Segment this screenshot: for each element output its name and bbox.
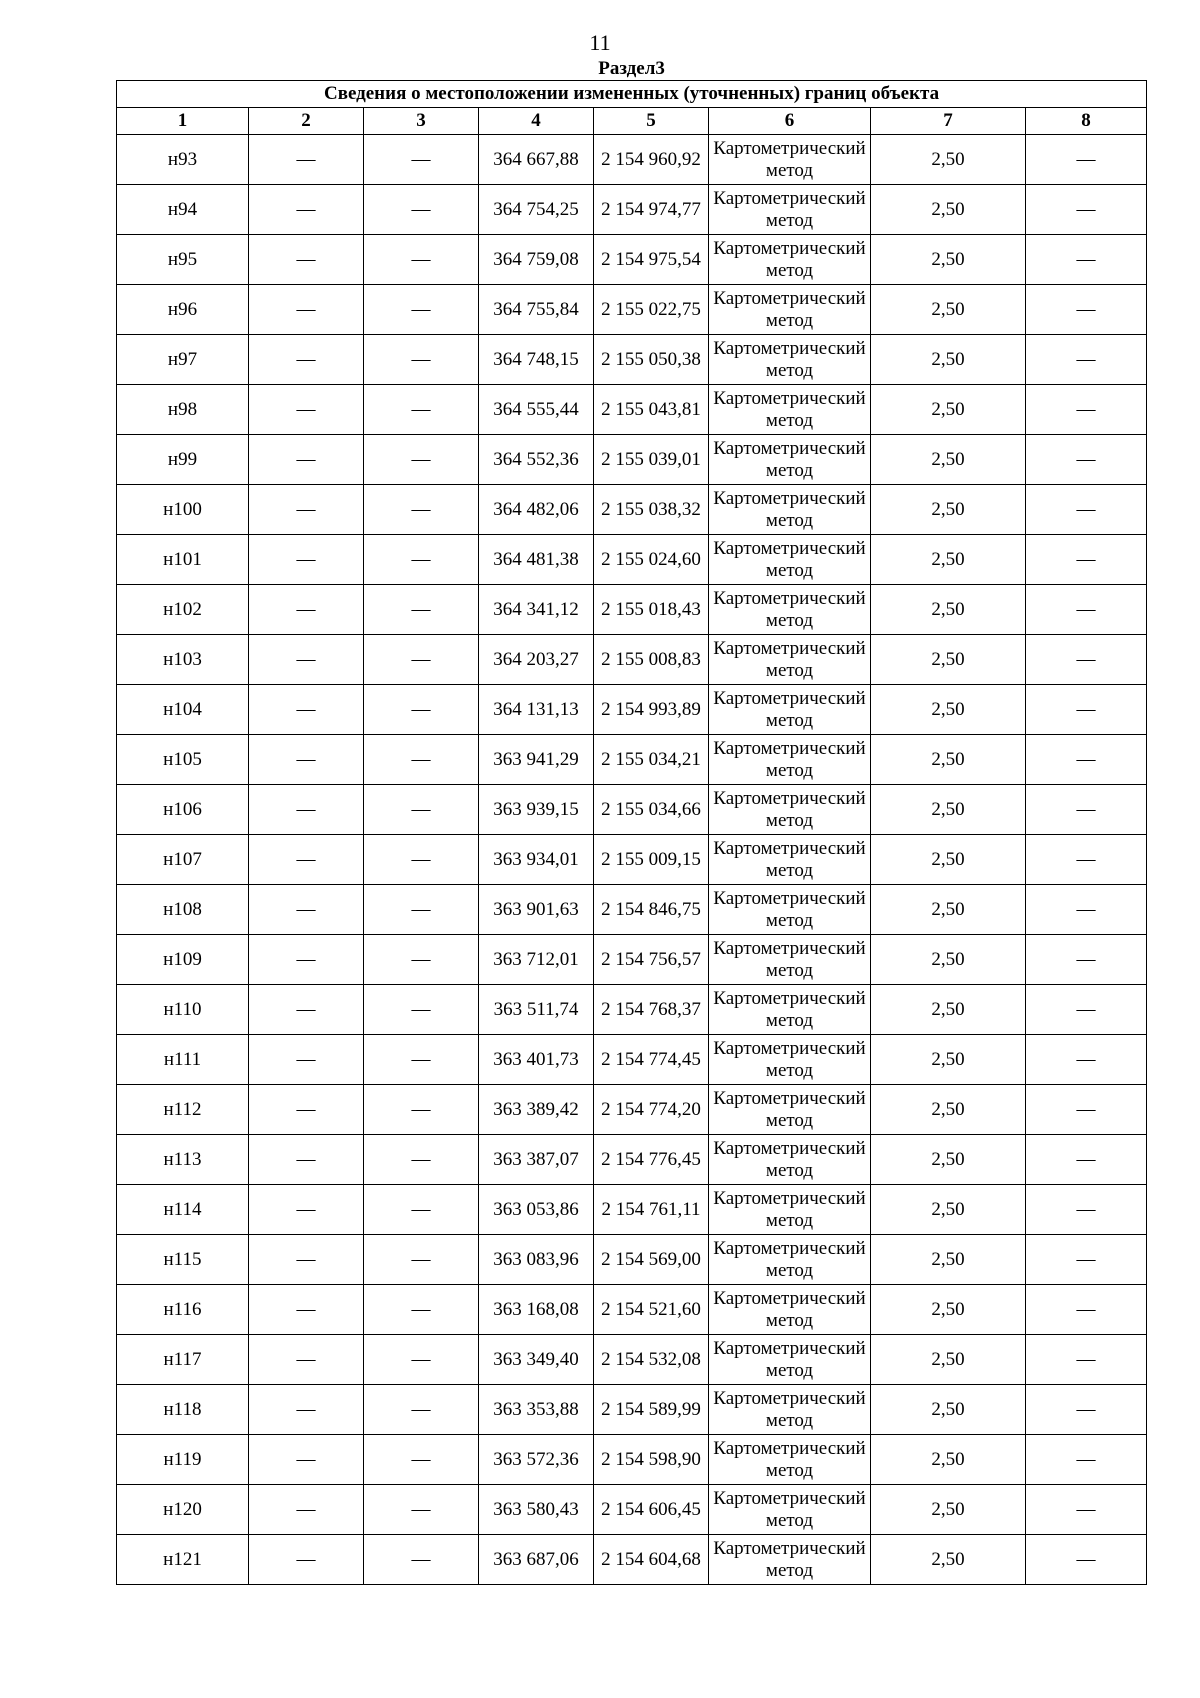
empty-value-cell: —: [249, 1535, 364, 1585]
table-row: [117, 1285, 1147, 1335]
empty-value-cell: —: [364, 785, 479, 835]
accuracy-cell: 2,50: [871, 1285, 1026, 1335]
accuracy-cell: 2,50: [871, 1435, 1026, 1485]
empty-value-cell: —: [1026, 685, 1147, 735]
empty-value-cell: —: [249, 235, 364, 285]
empty-value-cell: —: [249, 1435, 364, 1485]
empty-value-cell: —: [1026, 885, 1147, 935]
accuracy-cell: 2,50: [871, 885, 1026, 935]
point-name-cell: н96: [117, 285, 249, 335]
empty-value-cell: —: [364, 1535, 479, 1585]
method-cell: Картометрический метод: [709, 1485, 871, 1535]
empty-value-cell: —: [249, 535, 364, 585]
method-cell: Картометрический метод: [709, 835, 871, 885]
empty-value-cell: —: [364, 435, 479, 485]
table-row: [117, 535, 1147, 585]
coordinate-x-cell: 363 934,01: [479, 835, 594, 885]
method-cell: Картометрический метод: [709, 1235, 871, 1285]
method-cell: Картометрический метод: [709, 935, 871, 985]
table-row: [117, 835, 1147, 885]
method-cell: Картометрический метод: [709, 885, 871, 935]
accuracy-cell: 2,50: [871, 935, 1026, 985]
point-name-cell: н108: [117, 885, 249, 935]
empty-value-cell: —: [364, 385, 479, 435]
table-row: [117, 1335, 1147, 1385]
column-number-row: [117, 108, 1147, 135]
method-cell: Картометрический метод: [709, 185, 871, 235]
point-name-cell: н109: [117, 935, 249, 985]
coordinate-x-cell: 363 387,07: [479, 1135, 594, 1185]
point-name-cell: н114: [117, 1185, 249, 1235]
table-row: [117, 1535, 1147, 1585]
empty-value-cell: —: [249, 685, 364, 735]
empty-value-cell: —: [364, 535, 479, 585]
table-title-row: [117, 81, 1147, 108]
method-cell: Картометрический метод: [709, 335, 871, 385]
empty-value-cell: —: [1026, 285, 1147, 335]
empty-value-cell: —: [249, 935, 364, 985]
coordinate-y-cell: 2 154 776,45: [594, 1135, 709, 1185]
empty-value-cell: —: [364, 1185, 479, 1235]
accuracy-cell: 2,50: [871, 585, 1026, 635]
coordinate-y-cell: 2 154 756,57: [594, 935, 709, 985]
coordinate-y-cell: 2 155 009,15: [594, 835, 709, 885]
empty-value-cell: —: [249, 735, 364, 785]
coordinate-x-cell: 363 168,08: [479, 1285, 594, 1335]
coordinate-y-cell: 2 155 024,60: [594, 535, 709, 585]
point-name-cell: н121: [117, 1535, 249, 1585]
accuracy-cell: 2,50: [871, 485, 1026, 535]
empty-value-cell: —: [249, 1335, 364, 1385]
table-body: [117, 135, 1147, 1585]
empty-value-cell: —: [1026, 335, 1147, 385]
point-name-cell: н112: [117, 1085, 249, 1135]
empty-value-cell: —: [364, 985, 479, 1035]
coordinate-x-cell: 364 754,25: [479, 185, 594, 235]
accuracy-cell: 2,50: [871, 185, 1026, 235]
coordinate-x-cell: 364 748,15: [479, 335, 594, 385]
method-cell: Картометрический метод: [709, 135, 871, 185]
empty-value-cell: —: [364, 185, 479, 235]
table-row: [117, 485, 1147, 535]
coordinate-y-cell: 2 154 974,77: [594, 185, 709, 235]
coordinate-y-cell: 2 154 604,68: [594, 1535, 709, 1585]
method-cell: Картометрический метод: [709, 1035, 871, 1085]
empty-value-cell: —: [249, 1285, 364, 1335]
point-name-cell: н119: [117, 1435, 249, 1485]
empty-value-cell: —: [364, 735, 479, 785]
point-name-cell: н98: [117, 385, 249, 435]
coordinate-x-cell: 363 941,29: [479, 735, 594, 785]
empty-value-cell: —: [1026, 1535, 1147, 1585]
point-name-cell: н102: [117, 585, 249, 635]
empty-value-cell: —: [1026, 1135, 1147, 1185]
empty-value-cell: —: [364, 1035, 479, 1085]
coordinate-x-cell: 364 555,44: [479, 385, 594, 435]
accuracy-cell: 2,50: [871, 535, 1026, 585]
table-row: [117, 285, 1147, 335]
empty-value-cell: —: [364, 635, 479, 685]
table-row: [117, 935, 1147, 985]
empty-value-cell: —: [249, 585, 364, 635]
point-name-cell: н94: [117, 185, 249, 235]
table-row: [117, 785, 1147, 835]
method-cell: Картометрический метод: [709, 635, 871, 685]
empty-value-cell: —: [364, 135, 479, 185]
empty-value-cell: —: [364, 1085, 479, 1135]
method-cell: Картометрический метод: [709, 1335, 871, 1385]
empty-value-cell: —: [249, 1385, 364, 1435]
coordinate-x-cell: 363 901,63: [479, 885, 594, 935]
coordinate-y-cell: 2 154 993,89: [594, 685, 709, 735]
point-name-cell: н113: [117, 1135, 249, 1185]
column-number: 3: [364, 108, 479, 135]
empty-value-cell: —: [1026, 935, 1147, 985]
table-row: [117, 1385, 1147, 1435]
method-cell: Картометрический метод: [709, 385, 871, 435]
empty-value-cell: —: [364, 885, 479, 935]
coordinate-x-cell: 363 389,42: [479, 1085, 594, 1135]
point-name-cell: н99: [117, 435, 249, 485]
coordinate-y-cell: 2 154 975,54: [594, 235, 709, 285]
coordinate-x-cell: 363 687,06: [479, 1535, 594, 1585]
table-row: [117, 1135, 1147, 1185]
accuracy-cell: 2,50: [871, 1335, 1026, 1385]
empty-value-cell: —: [1026, 1485, 1147, 1535]
coordinate-y-cell: 2 154 606,45: [594, 1485, 709, 1535]
column-number: 8: [1026, 108, 1147, 135]
empty-value-cell: —: [1026, 385, 1147, 435]
method-cell: Картометрический метод: [709, 985, 871, 1035]
empty-value-cell: —: [249, 435, 364, 485]
empty-value-cell: —: [1026, 1185, 1147, 1235]
coordinate-x-cell: 364 131,13: [479, 685, 594, 735]
accuracy-cell: 2,50: [871, 1485, 1026, 1535]
empty-value-cell: —: [364, 585, 479, 635]
accuracy-cell: 2,50: [871, 1135, 1026, 1185]
coordinate-x-cell: 363 580,43: [479, 1485, 594, 1535]
empty-value-cell: —: [1026, 1435, 1147, 1485]
coordinate-x-cell: 363 572,36: [479, 1435, 594, 1485]
empty-value-cell: —: [364, 1335, 479, 1385]
point-name-cell: н95: [117, 235, 249, 285]
coordinate-y-cell: 2 155 043,81: [594, 385, 709, 435]
coordinate-x-cell: 363 083,96: [479, 1235, 594, 1285]
table-row: [117, 1435, 1147, 1485]
coordinate-x-cell: 364 667,88: [479, 135, 594, 185]
point-name-cell: н120: [117, 1485, 249, 1535]
coordinate-y-cell: 2 154 960,92: [594, 135, 709, 185]
coordinate-y-cell: 2 154 761,11: [594, 1185, 709, 1235]
method-cell: Картометрический метод: [709, 1535, 871, 1585]
coordinate-x-cell: 363 511,74: [479, 985, 594, 1035]
point-name-cell: н110: [117, 985, 249, 1035]
empty-value-cell: —: [364, 1435, 479, 1485]
empty-value-cell: —: [364, 1135, 479, 1185]
empty-value-cell: —: [249, 885, 364, 935]
empty-value-cell: —: [1026, 435, 1147, 485]
accuracy-cell: 2,50: [871, 985, 1026, 1035]
empty-value-cell: —: [1026, 1285, 1147, 1335]
point-name-cell: н111: [117, 1035, 249, 1085]
method-cell: Картометрический метод: [709, 735, 871, 785]
method-cell: Картометрический метод: [709, 1085, 871, 1135]
empty-value-cell: —: [249, 485, 364, 535]
empty-value-cell: —: [364, 285, 479, 335]
coordinate-y-cell: 2 155 034,66: [594, 785, 709, 835]
method-cell: Картометрический метод: [709, 435, 871, 485]
accuracy-cell: 2,50: [871, 1035, 1026, 1085]
coordinate-y-cell: 2 155 022,75: [594, 285, 709, 335]
accuracy-cell: 2,50: [871, 635, 1026, 685]
coordinate-y-cell: 2 154 774,20: [594, 1085, 709, 1135]
accuracy-cell: 2,50: [871, 385, 1026, 435]
coordinate-y-cell: 2 154 569,00: [594, 1235, 709, 1285]
accuracy-cell: 2,50: [871, 135, 1026, 185]
coordinate-x-cell: 364 552,36: [479, 435, 594, 485]
table-row: [117, 1035, 1147, 1085]
column-number: 6: [709, 108, 871, 135]
accuracy-cell: 2,50: [871, 1185, 1026, 1235]
empty-value-cell: —: [1026, 535, 1147, 585]
method-cell: Картометрический метод: [709, 235, 871, 285]
accuracy-cell: 2,50: [871, 1235, 1026, 1285]
empty-value-cell: —: [364, 485, 479, 535]
table-row: [117, 1085, 1147, 1135]
method-cell: Картометрический метод: [709, 1435, 871, 1485]
method-cell: Картометрический метод: [709, 1285, 871, 1335]
boundary-coordinates-table: [116, 58, 1147, 1585]
coordinate-x-cell: 364 341,12: [479, 585, 594, 635]
empty-value-cell: —: [364, 335, 479, 385]
method-cell: Картометрический метод: [709, 1185, 871, 1235]
empty-value-cell: —: [249, 185, 364, 235]
coordinate-y-cell: 2 155 038,32: [594, 485, 709, 535]
empty-value-cell: —: [249, 635, 364, 685]
coordinate-x-cell: 363 401,73: [479, 1035, 594, 1085]
point-name-cell: н115: [117, 1235, 249, 1285]
empty-value-cell: —: [249, 1035, 364, 1085]
table-row: [117, 1485, 1147, 1535]
coordinate-x-cell: 363 353,88: [479, 1385, 594, 1435]
table-row: [117, 135, 1147, 185]
empty-value-cell: —: [249, 385, 364, 435]
empty-value-cell: —: [1026, 185, 1147, 235]
empty-value-cell: —: [364, 1235, 479, 1285]
point-name-cell: н103: [117, 635, 249, 685]
empty-value-cell: —: [364, 685, 479, 735]
empty-value-cell: —: [1026, 485, 1147, 535]
table-row: [117, 1185, 1147, 1235]
point-name-cell: н106: [117, 785, 249, 835]
coordinate-x-cell: 364 755,84: [479, 285, 594, 335]
empty-value-cell: —: [1026, 1335, 1147, 1385]
coordinate-y-cell: 2 155 034,21: [594, 735, 709, 785]
accuracy-cell: 2,50: [871, 835, 1026, 885]
empty-value-cell: —: [249, 835, 364, 885]
empty-value-cell: —: [249, 1485, 364, 1535]
coordinate-y-cell: 2 155 039,01: [594, 435, 709, 485]
empty-value-cell: —: [1026, 135, 1147, 185]
point-name-cell: н105: [117, 735, 249, 785]
section-label-row: [117, 58, 1147, 81]
empty-value-cell: —: [1026, 1035, 1147, 1085]
table-row: [117, 385, 1147, 435]
coordinate-x-cell: 364 759,08: [479, 235, 594, 285]
coordinate-y-cell: 2 154 846,75: [594, 885, 709, 935]
table-row: [117, 885, 1147, 935]
coordinate-y-cell: 2 154 774,45: [594, 1035, 709, 1085]
empty-value-cell: —: [364, 1385, 479, 1435]
point-name-cell: н101: [117, 535, 249, 585]
coordinate-y-cell: 2 155 018,43: [594, 585, 709, 635]
method-cell: Картометрический метод: [709, 685, 871, 735]
method-cell: Картометрический метод: [709, 485, 871, 535]
empty-value-cell: —: [249, 1085, 364, 1135]
table-row: [117, 235, 1147, 285]
table-title: Сведения о местоположении измененных (уточненных) границ объекта: [117, 81, 1147, 108]
empty-value-cell: —: [364, 935, 479, 985]
empty-value-cell: —: [249, 985, 364, 1035]
empty-value-cell: —: [249, 1135, 364, 1185]
empty-value-cell: —: [1026, 785, 1147, 835]
empty-value-cell: —: [249, 285, 364, 335]
empty-value-cell: —: [1026, 985, 1147, 1035]
coordinate-x-cell: 363 939,15: [479, 785, 594, 835]
point-name-cell: н118: [117, 1385, 249, 1435]
empty-value-cell: —: [249, 1185, 364, 1235]
accuracy-cell: 2,50: [871, 435, 1026, 485]
coordinate-x-cell: 364 203,27: [479, 635, 594, 685]
column-number: 7: [871, 108, 1026, 135]
table-row: [117, 685, 1147, 735]
empty-value-cell: —: [364, 1285, 479, 1335]
column-number: 2: [249, 108, 364, 135]
empty-value-cell: —: [249, 1235, 364, 1285]
empty-value-cell: —: [249, 785, 364, 835]
empty-value-cell: —: [249, 135, 364, 185]
method-cell: Картометрический метод: [709, 1385, 871, 1435]
empty-value-cell: —: [364, 235, 479, 285]
method-cell: Картометрический метод: [709, 1135, 871, 1185]
accuracy-cell: 2,50: [871, 785, 1026, 835]
coordinate-x-cell: 363 053,86: [479, 1185, 594, 1235]
empty-value-cell: —: [1026, 1235, 1147, 1285]
point-name-cell: н107: [117, 835, 249, 885]
point-name-cell: н104: [117, 685, 249, 735]
empty-value-cell: —: [1026, 1085, 1147, 1135]
empty-value-cell: —: [1026, 735, 1147, 785]
table-row: [117, 735, 1147, 785]
accuracy-cell: 2,50: [871, 1085, 1026, 1135]
coordinate-y-cell: 2 154 521,60: [594, 1285, 709, 1335]
empty-value-cell: —: [1026, 1385, 1147, 1435]
table-row: [117, 985, 1147, 1035]
accuracy-cell: 2,50: [871, 685, 1026, 735]
point-name-cell: н100: [117, 485, 249, 535]
point-name-cell: н117: [117, 1335, 249, 1385]
table-row: [117, 635, 1147, 685]
empty-value-cell: —: [1026, 235, 1147, 285]
accuracy-cell: 2,50: [871, 285, 1026, 335]
accuracy-cell: 2,50: [871, 235, 1026, 285]
accuracy-cell: 2,50: [871, 735, 1026, 785]
method-cell: Картометрический метод: [709, 535, 871, 585]
coordinate-x-cell: 364 481,38: [479, 535, 594, 585]
coordinate-y-cell: 2 154 768,37: [594, 985, 709, 1035]
coordinate-y-cell: 2 154 532,08: [594, 1335, 709, 1385]
coordinate-y-cell: 2 154 589,99: [594, 1385, 709, 1435]
table-row: [117, 1235, 1147, 1285]
method-cell: Картометрический метод: [709, 785, 871, 835]
empty-value-cell: —: [1026, 635, 1147, 685]
empty-value-cell: —: [364, 1485, 479, 1535]
column-number: 5: [594, 108, 709, 135]
page-number: 11: [589, 30, 611, 55]
empty-value-cell: —: [249, 335, 364, 385]
column-number: 4: [479, 108, 594, 135]
table-row: [117, 185, 1147, 235]
empty-value-cell: —: [1026, 585, 1147, 635]
coordinate-x-cell: 364 482,06: [479, 485, 594, 535]
table-row: [117, 335, 1147, 385]
column-number: 1: [117, 108, 249, 135]
accuracy-cell: 2,50: [871, 335, 1026, 385]
point-name-cell: н116: [117, 1285, 249, 1335]
table-row: [117, 435, 1147, 485]
point-name-cell: н97: [117, 335, 249, 385]
coordinate-y-cell: 2 154 598,90: [594, 1435, 709, 1485]
table-row: [117, 585, 1147, 635]
coordinate-x-cell: 363 349,40: [479, 1335, 594, 1385]
point-name-cell: н93: [117, 135, 249, 185]
coordinate-x-cell: 363 712,01: [479, 935, 594, 985]
section-label: Раздел3: [598, 58, 665, 79]
method-cell: Картометрический метод: [709, 585, 871, 635]
accuracy-cell: 2,50: [871, 1535, 1026, 1585]
coordinate-y-cell: 2 155 050,38: [594, 335, 709, 385]
coordinate-y-cell: 2 155 008,83: [594, 635, 709, 685]
accuracy-cell: 2,50: [871, 1385, 1026, 1435]
empty-value-cell: —: [364, 835, 479, 885]
empty-value-cell: —: [1026, 835, 1147, 885]
method-cell: Картометрический метод: [709, 285, 871, 335]
